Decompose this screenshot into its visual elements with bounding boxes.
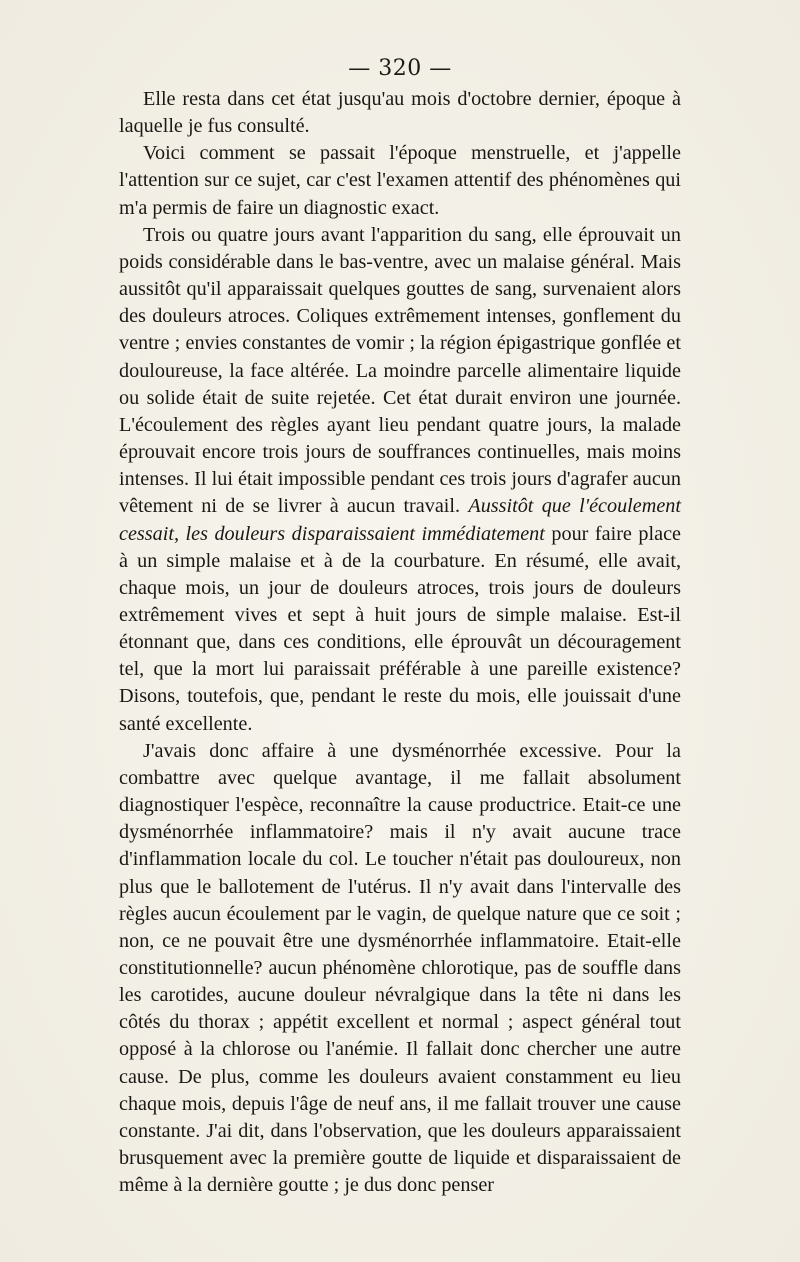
paragraph-text: Voici comment se passait l'époque menstruelle, et j'appelle l'attention sur ce sujet, car c'est l'examen attentif des phénomènes qui m'a permis de faire un diagnostic exact. [119,142,681,219]
paragraph [119,86,681,140]
paragraph [119,140,681,221]
italic-text: Aussitôt que l'écoulement cessait, les douleurs disparaissaient immédiatement [119,495,681,545]
page-number: — 320 — [348,56,452,81]
paragraph [119,738,681,1200]
paragraph-text: Elle resta dans cet état jusqu'au mois d'octobre dernier, époque à laquelle je fus consulté. [119,88,681,138]
body-text [119,86,681,1199]
paragraph [119,222,681,738]
paragraph-text: pour faire place à un simple malaise et à de la courbature. En résumé, elle avait, chaque mois, un jour de douleurs atroces, trois jours de douleurs extrêmement vives et sept à huit jours de simple malaise. Est-il étonnant que, dans ces conditions, elle éprouvât un découragement tel, que la mort lui paraissait préférable à une pareille existence? Disons, toutefois, que, pendant le reste du mois, elle jouissait d'une santé excellente. [119,522,681,735]
paragraph-text: Trois ou quatre jours avant l'apparition du sang, elle éprouvait un poids considérable dans le bas-ventre, avec un malaise général. Mais aussitôt qu'il apparaissait quelques gouttes de sang, survenaient alors des douleurs atroces. Coliques extrêmement intenses, gonflement du ventre ; envies constantes de vomir ; la région épigastrique gonflée et douloureuse, la face altérée. La moindre parcelle alimentaire liquide ou solide était de suite rejetée. Cet état durait environ une journée. L'écoulement des règles ayant lieu pendant quatre jours, la malade éprouvait encore trois jours de souffrances continuelles, mais moins intenses. Il lui était impossible pendant ces trois jours d'agrafer aucun vêtement ni de se livrer à aucun travail. [119,223,681,518]
paragraph-text: J'avais donc affaire à une dysménorrhée excessive. Pour la combattre avec quelque avantage, il me fallait absolument diagnostiquer l'espèce, reconnaître la cause productrice. Etait-ce une dysménorrhée inflammatoire? mais il n'y avait aucune trace d'inflammation locale du col. Le toucher n'était pas douloureux, non plus que le ballotement de l'utérus. Il n'y avait dans l'intervalle des règles aucun écoulement par le vagin, de quelque nature que ce soit ; non, ce ne pouvait être une dysménorrhée inflammatoire. Etait-elle constitutionnelle? aucun phénomène chlorotique, pas de souffle dans les carotides, aucune douleur névralgique dans la tête ni dans les côtés du thorax ; appétit excellent et normal ; aspect général tout opposé à la chlorose ou l'anémie. Il fallait donc chercher une autre cause. De plus, comme les douleurs avaient constamment eu lieu chaque mois, depuis l'âge de neuf ans, il me fallait trouver une cause constante. J'ai dit, dans l'observation, que les douleurs apparaissaient brusquement avec la première goutte de liquide et disparaissaient de même à la dernière goutte ; je dus donc penser [119,739,681,1197]
